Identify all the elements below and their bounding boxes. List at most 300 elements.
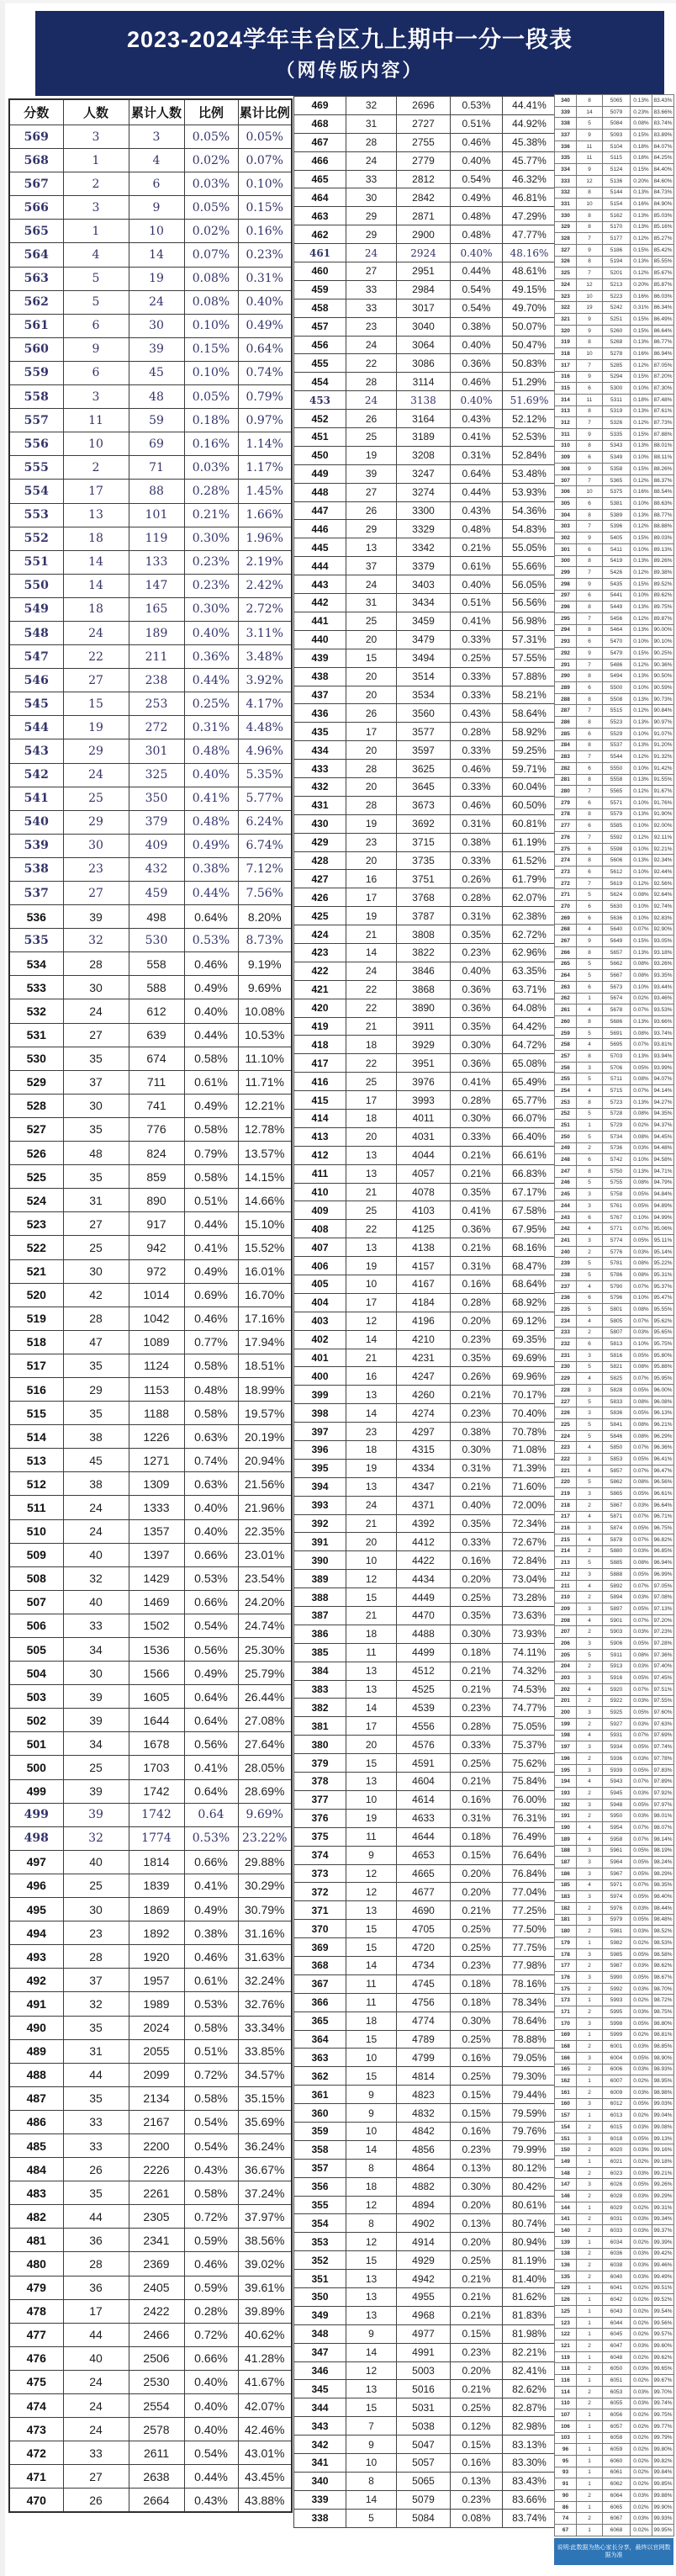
- value-cell: 99.51%: [652, 2282, 674, 2294]
- value-cell: 27.64%: [238, 1732, 292, 1756]
- value-cell: 0.46%: [451, 796, 503, 814]
- value-cell: 89.26%: [652, 555, 674, 567]
- value-cell: 0.61%: [184, 1070, 238, 1094]
- value-cell: 80.61%: [503, 2196, 557, 2214]
- value-cell: 22.35%: [238, 1519, 292, 1543]
- value-cell: 29.88%: [238, 1850, 292, 1874]
- value-cell: 73.28%: [503, 1588, 557, 1607]
- value-cell: 5841: [603, 1419, 631, 1431]
- table-row: [555, 1258, 674, 1269]
- value-cell: 4799: [397, 2049, 451, 2067]
- value-cell: 69.69%: [503, 1349, 557, 1367]
- value-cell: 5662: [603, 958, 631, 970]
- value-cell: 0.05%: [631, 1062, 652, 1073]
- table-body: [555, 95, 674, 2536]
- value-cell: 0.21%: [451, 2306, 503, 2324]
- score-cell: 238: [555, 1269, 577, 1281]
- value-cell: 11: [63, 409, 129, 432]
- value-cell: 33.34%: [238, 2016, 292, 2039]
- value-cell: 5711: [603, 1073, 631, 1085]
- value-cell: 5776: [603, 1246, 631, 1258]
- value-cell: 301: [129, 739, 184, 763]
- score-cell: 389: [294, 1570, 346, 1588]
- value-cell: 81.40%: [503, 2270, 557, 2288]
- value-cell: 5862: [603, 1476, 631, 1488]
- value-cell: 0.72%: [184, 2205, 238, 2229]
- table-row: [9, 2110, 292, 2133]
- value-cell: 0.43%: [451, 501, 503, 520]
- value-cell: 0.02%: [631, 2294, 652, 2306]
- table-row: [294, 1920, 557, 1938]
- value-cell: 10: [346, 1551, 397, 1570]
- column-header: 累计比例: [238, 99, 292, 125]
- value-cell: 3: [577, 1891, 603, 1903]
- value-cell: 9: [577, 648, 603, 660]
- value-cell: 9: [346, 2436, 397, 2454]
- value-cell: 0.13%: [631, 209, 652, 221]
- value-cell: 2554: [129, 2394, 184, 2418]
- score-cell: 326: [555, 256, 577, 268]
- value-cell: 5: [577, 889, 603, 901]
- value-cell: 24: [346, 151, 397, 170]
- value-cell: 13: [346, 1238, 397, 1257]
- value-cell: 30: [63, 1662, 129, 1685]
- value-cell: 0.08%: [631, 118, 652, 130]
- value-cell: 1: [577, 2306, 603, 2318]
- value-cell: 3: [129, 125, 184, 149]
- value-cell: 98.48%: [652, 1914, 674, 1926]
- value-cell: 0.54%: [451, 170, 503, 188]
- value-cell: 1397: [129, 1543, 184, 1566]
- value-cell: 23.01%: [238, 1543, 292, 1566]
- table-row: [555, 1799, 674, 1810]
- score-cell: 457: [294, 317, 346, 336]
- score-cell: 225: [555, 1419, 577, 1431]
- score-cell: 197: [555, 1741, 577, 1753]
- value-cell: 94.89%: [652, 1201, 674, 1212]
- table-row: [9, 2016, 292, 2039]
- value-cell: 0.03%: [631, 2271, 652, 2282]
- value-cell: 4247: [397, 1367, 451, 1386]
- table-row: [294, 1514, 557, 1533]
- table-row: [294, 2287, 557, 2306]
- score-cell: 394: [294, 1477, 346, 1496]
- score-cell: 194: [555, 1776, 577, 1788]
- value-cell: 45.38%: [503, 133, 557, 151]
- value-cell: 6023: [603, 2167, 631, 2179]
- table-row: [294, 2214, 557, 2233]
- value-cell: 6036: [603, 2248, 631, 2260]
- value-cell: 14: [63, 574, 129, 597]
- score-cell: 264: [555, 970, 577, 982]
- table-row: [9, 1709, 292, 1732]
- value-cell: 5922: [603, 1695, 631, 1707]
- value-cell: 5961: [603, 1845, 631, 1857]
- value-cell: 11.10%: [238, 1047, 292, 1070]
- table-row: [555, 1177, 674, 1189]
- value-cell: 0.10%: [631, 636, 652, 648]
- value-cell: 0.36%: [451, 1220, 503, 1238]
- score-cell: 258: [555, 1039, 577, 1051]
- value-cell: 0.15%: [631, 371, 652, 383]
- score-cell: 365: [294, 2012, 346, 2030]
- value-cell: 18: [63, 597, 129, 621]
- value-cell: 38: [63, 1425, 129, 1449]
- value-cell: 12: [577, 175, 603, 187]
- value-cell: 612: [129, 999, 184, 1023]
- value-cell: 5871: [603, 1511, 631, 1523]
- table-row: [9, 2039, 292, 2063]
- value-cell: 0.15%: [238, 196, 292, 220]
- table-row: [294, 1477, 557, 1496]
- value-cell: 2: [577, 2271, 603, 2282]
- value-cell: 4882: [397, 2177, 451, 2196]
- score-cell: 201: [555, 1695, 577, 1707]
- value-cell: 2: [577, 2260, 603, 2271]
- value-cell: 47: [63, 1330, 129, 1354]
- score-cell: 511: [9, 1496, 63, 1519]
- value-cell: 0.13%: [631, 256, 652, 268]
- table-row: [555, 1108, 674, 1120]
- value-cell: 38.56%: [238, 2229, 292, 2252]
- value-cell: 6: [577, 843, 603, 855]
- score-cell: 337: [555, 130, 577, 141]
- value-cell: 99.90%: [652, 2501, 674, 2513]
- value-cell: 3: [577, 1764, 603, 1776]
- table-row: [555, 2444, 674, 2456]
- value-cell: 30.29%: [238, 1874, 292, 1897]
- score-cell: 533: [9, 976, 63, 999]
- value-cell: 0.35%: [451, 1017, 503, 1036]
- table-row: [555, 394, 674, 405]
- value-cell: 28: [63, 1945, 129, 1969]
- value-cell: 5606: [603, 855, 631, 867]
- value-cell: 3086: [397, 354, 451, 373]
- table-row: [555, 2167, 674, 2179]
- value-cell: 3976: [397, 1073, 451, 1091]
- value-cell: 16: [346, 1367, 397, 1386]
- value-cell: 14: [346, 943, 397, 962]
- score-cell: 192: [555, 1799, 577, 1810]
- value-cell: 10: [346, 1275, 397, 1294]
- value-cell: 1: [577, 2444, 603, 2456]
- value-cell: 0.46%: [184, 2252, 238, 2276]
- value-cell: 0.16%: [451, 2049, 503, 2067]
- table-row: [555, 1235, 674, 1247]
- value-cell: 0.13%: [631, 946, 652, 958]
- value-cell: 28: [346, 796, 397, 814]
- value-cell: 21: [346, 1514, 397, 1533]
- table-row: [555, 1488, 674, 1500]
- value-cell: 0.05%: [184, 196, 238, 220]
- value-cell: 0.66%: [184, 2346, 238, 2370]
- value-cell: 0.40%: [184, 2370, 238, 2393]
- value-cell: 0.02%: [631, 2467, 652, 2478]
- value-cell: 6012: [603, 2098, 631, 2110]
- value-cell: 0.15%: [184, 337, 238, 361]
- table-row: [555, 774, 674, 786]
- table-row: [555, 1027, 674, 1039]
- value-cell: 24: [346, 336, 397, 354]
- value-cell: 2: [577, 1902, 603, 1914]
- table-row: [555, 1442, 674, 1454]
- table-row: [555, 1269, 674, 1281]
- value-cell: 24.74%: [238, 1614, 292, 1637]
- score-cell: 198: [555, 1730, 577, 1741]
- value-cell: 0.10%: [631, 981, 652, 993]
- value-cell: 2405: [129, 2276, 184, 2299]
- value-cell: 0.03%: [631, 2386, 652, 2398]
- value-cell: 89.52%: [652, 578, 674, 590]
- table-row: [555, 2398, 674, 2409]
- value-cell: 2755: [397, 133, 451, 151]
- value-cell: 92.56%: [652, 877, 674, 889]
- value-cell: 36: [63, 2276, 129, 2299]
- score-cell: 410: [294, 1183, 346, 1201]
- value-cell: 99.79%: [652, 2432, 674, 2444]
- value-cell: 1605: [129, 1685, 184, 1709]
- score-cell: 466: [294, 151, 346, 170]
- score-cell: 564: [9, 243, 63, 267]
- value-cell: 3645: [397, 777, 451, 796]
- value-cell: 21: [346, 1349, 397, 1367]
- score-cell: 475: [9, 2370, 63, 2393]
- score-cell: 362: [294, 2067, 346, 2086]
- value-cell: 2024: [129, 2016, 184, 2039]
- value-cell: 1: [577, 2329, 603, 2340]
- score-cell: 91: [555, 2478, 577, 2490]
- value-cell: 0.02%: [631, 2525, 652, 2536]
- value-cell: 0.49%: [238, 314, 292, 337]
- value-cell: 5537: [603, 739, 631, 751]
- table-row: [294, 1220, 557, 1238]
- value-cell: 33: [346, 170, 397, 188]
- value-cell: 90.84%: [652, 705, 674, 717]
- value-cell: 19: [346, 907, 397, 925]
- table-row: [555, 2351, 674, 2363]
- table-row: [555, 2271, 674, 2282]
- value-cell: 93.74%: [652, 1027, 674, 1039]
- score-cell: 168: [555, 2041, 577, 2053]
- score-cell: 374: [294, 1846, 346, 1864]
- score-cell: 107: [555, 2409, 577, 2421]
- value-cell: 56.56%: [503, 594, 557, 612]
- value-cell: 33: [63, 2110, 129, 2133]
- value-cell: 24: [63, 1519, 129, 1543]
- value-cell: 711: [129, 1070, 184, 1094]
- score-cell: 208: [555, 1614, 577, 1626]
- table-row: [555, 2386, 674, 2398]
- table-row: [294, 2509, 557, 2527]
- table-row: [555, 843, 674, 855]
- table-row: [294, 667, 557, 686]
- value-cell: 17: [346, 1293, 397, 1312]
- table-row: [9, 1779, 292, 1803]
- value-cell: 7: [577, 832, 603, 844]
- value-cell: 0.25%: [451, 2251, 503, 2270]
- score-cell: 267: [555, 936, 577, 947]
- value-cell: 0.25%: [451, 2030, 503, 2049]
- value-cell: 4914: [397, 2233, 451, 2251]
- value-cell: 6.74%: [238, 834, 292, 857]
- table-row: [555, 359, 674, 371]
- table-row: [294, 851, 557, 870]
- value-cell: 5065: [603, 95, 631, 107]
- value-cell: 36.67%: [238, 2158, 292, 2181]
- value-cell: 0.02%: [631, 2282, 652, 2294]
- value-cell: 4: [577, 1004, 603, 1016]
- score-cell: 375: [294, 1827, 346, 1846]
- value-cell: 0.31%: [451, 446, 503, 464]
- score-cell: 489: [9, 2039, 63, 2063]
- value-cell: 5598: [603, 843, 631, 855]
- value-cell: 87.20%: [652, 371, 674, 383]
- value-cell: 0.03%: [631, 2363, 652, 2375]
- value-cell: 58.64%: [503, 704, 557, 723]
- score-cell: 140: [555, 2225, 577, 2237]
- table-row: [555, 2191, 674, 2202]
- value-cell: 99.70%: [652, 2386, 674, 2398]
- value-cell: 97.89%: [652, 1776, 674, 1788]
- value-cell: 99.21%: [652, 2167, 674, 2179]
- table-row: [9, 929, 292, 952]
- value-cell: 48.61%: [503, 262, 557, 281]
- value-cell: 97.20%: [652, 1614, 674, 1626]
- value-cell: 95.22%: [652, 1258, 674, 1269]
- value-cell: 18: [346, 1036, 397, 1054]
- value-cell: 66.61%: [503, 1146, 557, 1164]
- value-cell: 4690: [397, 1901, 451, 1920]
- value-cell: 2951: [397, 262, 451, 281]
- table-row: [555, 233, 674, 245]
- value-cell: 4334: [397, 1459, 451, 1477]
- score-cell: 344: [294, 2398, 346, 2417]
- value-cell: 42: [63, 1283, 129, 1307]
- table-row: [555, 1592, 674, 1603]
- table-row: [9, 2489, 292, 2513]
- value-cell: 0.07%: [631, 1683, 652, 1695]
- value-cell: 0.43%: [184, 2489, 238, 2513]
- table-row: [9, 480, 292, 503]
- value-cell: 5971: [603, 1879, 631, 1891]
- value-cell: 0.05%: [631, 2052, 652, 2064]
- value-cell: 0.54%: [184, 1614, 238, 1637]
- score-cell: 345: [294, 2380, 346, 2398]
- score-cell: 491: [9, 1992, 63, 2016]
- value-cell: 0.20%: [451, 2233, 503, 2251]
- table-row: [555, 1649, 674, 1661]
- score-cell: 240: [555, 1246, 577, 1258]
- score-cell: 333: [555, 175, 577, 187]
- score-cell: 315: [555, 383, 577, 395]
- value-cell: 0.44%: [184, 1023, 238, 1047]
- score-cell: 355: [294, 2196, 346, 2214]
- value-cell: 4231: [397, 1349, 451, 1367]
- value-cell: 5945: [603, 1788, 631, 1799]
- value-cell: 2: [577, 2086, 603, 2098]
- value-cell: 0.31%: [451, 907, 503, 925]
- value-cell: 0.02%: [631, 1995, 652, 2006]
- value-cell: 0.31%: [451, 1809, 503, 1827]
- value-cell: 0.15%: [631, 533, 652, 544]
- value-cell: 97.13%: [652, 1603, 674, 1615]
- value-cell: 85.87%: [652, 279, 674, 291]
- score-cell: 525: [9, 1165, 63, 1189]
- value-cell: 22: [346, 1220, 397, 1238]
- value-cell: 7: [577, 877, 603, 889]
- value-cell: 46.32%: [503, 170, 557, 188]
- value-cell: 7: [577, 233, 603, 245]
- value-cell: 0.02%: [631, 2501, 652, 2513]
- value-cell: 5901: [603, 1614, 631, 1626]
- value-cell: 0.40%: [184, 621, 238, 644]
- value-cell: 4832: [397, 2104, 451, 2123]
- value-cell: 6: [577, 452, 603, 464]
- score-cell: 303: [555, 521, 577, 533]
- value-cell: 0.15%: [631, 314, 652, 326]
- table-row: [294, 188, 557, 207]
- value-cell: 0.40%: [451, 1496, 503, 1514]
- value-cell: 30: [63, 1259, 129, 1283]
- table-row: [9, 834, 292, 857]
- value-cell: 99.49%: [652, 2271, 674, 2282]
- value-cell: 43.45%: [238, 2465, 292, 2489]
- value-cell: 10: [346, 2454, 397, 2473]
- value-cell: 98.70%: [652, 1983, 674, 1995]
- value-cell: 28: [346, 133, 397, 151]
- score-cell: 273: [555, 867, 577, 878]
- score-cell: 356: [294, 2177, 346, 2196]
- table-row: [555, 2006, 674, 2018]
- value-cell: 93.81%: [652, 1039, 674, 1051]
- table-row: [555, 325, 674, 337]
- value-cell: 0.18%: [184, 409, 238, 432]
- value-cell: 0.72%: [184, 2063, 238, 2086]
- value-cell: 0.28%: [451, 1717, 503, 1736]
- value-cell: 0.03%: [631, 2248, 652, 2260]
- value-cell: 1: [577, 2294, 603, 2306]
- table-row: [9, 2323, 292, 2346]
- value-cell: 99.74%: [652, 2398, 674, 2409]
- value-cell: 0.13%: [631, 555, 652, 567]
- score-cell: 382: [294, 1699, 346, 1717]
- table-row: [555, 118, 674, 130]
- value-cell: 5: [577, 1258, 603, 1269]
- value-cell: 99.26%: [652, 2179, 674, 2191]
- table-row: [294, 2472, 557, 2490]
- score-cell: 530: [9, 1047, 63, 1070]
- score-cell: 495: [9, 1898, 63, 1921]
- table-row: [9, 952, 292, 976]
- value-cell: 5729: [603, 1120, 631, 1132]
- table-row: [294, 907, 557, 925]
- table-row: [9, 787, 292, 810]
- value-cell: 1271: [129, 1449, 184, 1472]
- value-cell: 0.40%: [451, 391, 503, 410]
- score-cell: 226: [555, 1407, 577, 1419]
- value-cell: 0.03%: [631, 1246, 652, 1258]
- table-row: [555, 95, 674, 107]
- table-row: [9, 527, 292, 550]
- value-cell: 56.05%: [503, 575, 557, 594]
- score-cell: 429: [294, 833, 346, 851]
- value-cell: 91.32%: [652, 751, 674, 763]
- value-cell: 45: [63, 1449, 129, 1472]
- value-cell: 80.42%: [503, 2177, 557, 2196]
- value-cell: 99.04%: [652, 2110, 674, 2122]
- value-cell: 10: [346, 2049, 397, 2067]
- value-cell: 90.36%: [652, 659, 674, 671]
